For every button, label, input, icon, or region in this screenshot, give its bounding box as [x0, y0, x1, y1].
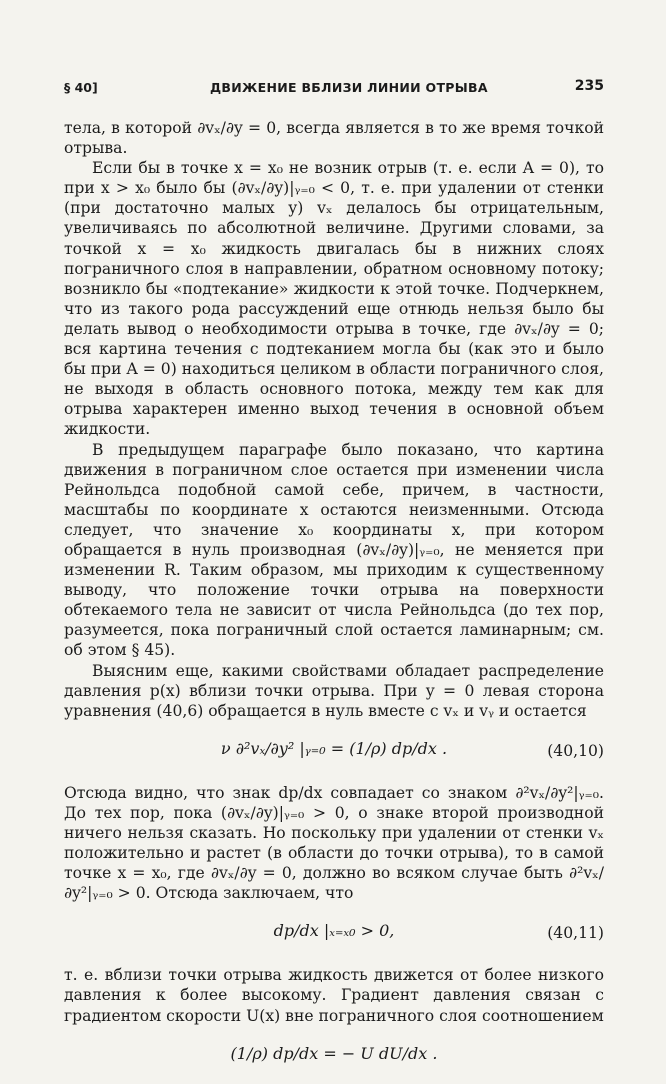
equation-40-10	[64, 727, 604, 777]
equation-40-11	[64, 909, 604, 959]
page-body	[64, 118, 604, 1084]
paragraph: Выясним еще, какими свойствами обладает распределение давления p(x) вблизи точки отрыва. При y = 0 левая сторона уравнения (40,6) обращается в нуль вместе с vₓ и vᵧ и остается	[64, 661, 604, 720]
equation-number: (40,11)	[547, 924, 604, 943]
paragraph: Если бы в точке x = x₀ не возник отрыв (т. е. если A = 0), то при x > x₀ было бы (∂vₓ/∂y)|ᵧ₌₀ < 0, т. е. при удалении от стенки (при достаточно малых y) vₓ делалось бы отрицательным, увеличиваясь по абсолютной величине. Другими словами, за точкой x = x₀ жидкость двигалась бы в нижних слоях пограничного слоя в направлении, обратном основному потоку; возникло бы «подтекание» жидкости к этой точке. Подчеркнем, что из такого рода рассуждений еще отнюдь нельзя было бы делать вывод о необходимости отрыва в точке, где ∂vₓ/∂y = 0; вся картина течения с подтеканием могла бы (как это и было бы при A = 0) находиться целиком в области пограничного слоя, не выходя в область основного потока, между тем как для отрыва характерен именно выход течения в основной объем жидкости.	[64, 159, 604, 439]
running-header	[64, 78, 604, 100]
equation-formula: ν ∂²vₓ/∂y² |ᵧ₌₀ = (1/ρ) dp/dx .	[220, 738, 448, 758]
paragraph: Отсюда видно, что знак dp/dx совпадает со знаком ∂²vₓ/∂y²|ᵧ₌₀. До тех пор, пока (∂vₓ/∂y)|ᵧ₌₀ > 0, о знаке второй производной ничего нельзя сказать. Но поскольку при удалении от стенки vₓ положительно и растет (в области до точки отрыва), то в самой точке x = x₀, где ∂vₓ/∂y = 0, должно во всяком случае быть ∂²vₓ/∂y²|ᵧ₌₀ > 0. Отсюда заключаем, что	[64, 783, 604, 903]
equation-formula: dp/dx |ₓ₌ₓ₀ > 0,	[273, 921, 395, 941]
page-number: 235	[574, 78, 604, 94]
section-mark: § 40]	[64, 80, 98, 95]
running-title: ДВИЖЕНИЕ ВБЛИЗИ ЛИНИИ ОТРЫВА	[210, 80, 488, 95]
equation-formula: (1/ρ) dp/dx = − U dU/dx .	[230, 1043, 438, 1063]
paragraph: т. е. вблизи точки отрыва жидкость движется от более низкого давления к более высокому. Градиент давления связан с градиентом скорости U(x) вне пограничного слоя соотношением	[64, 966, 604, 1025]
equation-pressure-gradient	[64, 1032, 604, 1078]
paragraph: В предыдущем параграфе было показано, что картина движения в пограничном слое остается при изменении числа Рейнольдса подобной самой себе, причем, в частности, масштабы по координате x остаются неизменными. Отсюда следует, что значение x₀ координаты x, при котором обращается в нуль производная (∂vₓ/∂y)|ᵧ₌₀, не меняется при изменении R. Таким образом, мы приходим к существенному выводу, что положение точки отрыва на поверхности обтекаемого тела не зависит от числа Рейнольдса (до тех пор, разумеется, пока пограничный слой остается ламинарным; см. об этом § 45).	[64, 440, 604, 660]
equation-number: (40,10)	[547, 741, 604, 760]
paragraph-continuation: тела, в которой ∂vₓ/∂y = 0, всегда является в то же время точкой отрыва.	[64, 119, 604, 158]
